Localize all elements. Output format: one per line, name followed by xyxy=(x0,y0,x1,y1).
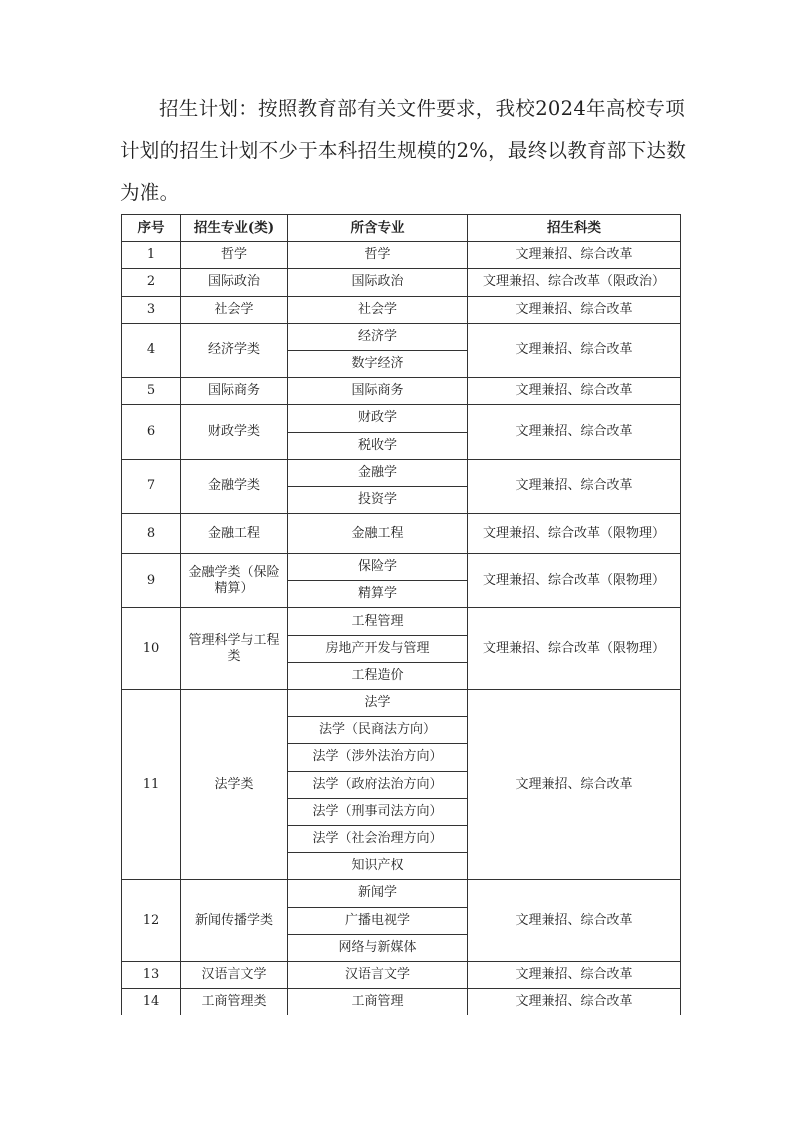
subject-cell: 文理兼招、综合改革（限物理） xyxy=(468,608,681,690)
admission-plan-table xyxy=(121,214,681,1015)
major-cell: 国际商务 xyxy=(288,378,468,405)
table-row xyxy=(122,690,681,717)
row-number: 8 xyxy=(122,514,181,554)
category-cell: 新闻传播学类 xyxy=(181,880,288,962)
subject-cell: 文理兼招、综合改革 xyxy=(468,961,681,988)
major-cell: 国际政治 xyxy=(288,269,468,296)
table-row xyxy=(122,880,681,907)
row-number: 3 xyxy=(122,296,181,323)
table-row xyxy=(122,296,681,323)
subject-cell: 文理兼招、综合改革（限物理） xyxy=(468,554,681,608)
subject-cell: 文理兼招、综合改革 xyxy=(468,296,681,323)
table-row xyxy=(122,242,681,269)
subject-cell: 文理兼招、综合改革 xyxy=(468,989,681,1016)
major-cell: 保险学 xyxy=(288,554,468,581)
subject-cell: 文理兼招、综合改革 xyxy=(468,880,681,962)
row-number: 14 xyxy=(122,989,181,1016)
row-number: 12 xyxy=(122,880,181,962)
intro-paragraph xyxy=(120,88,688,214)
category-cell: 国际商务 xyxy=(181,378,288,405)
major-cell: 财政学 xyxy=(288,405,468,432)
major-cell: 法学（社会治理方向） xyxy=(288,825,468,852)
row-number: 7 xyxy=(122,459,181,513)
major-cell: 法学（涉外法治方向） xyxy=(288,744,468,771)
major-cell: 知识产权 xyxy=(288,853,468,880)
intro-text: 招生计划：按照教育部有关文件要求，我校2024年高校专项计划的招生计划不少于本科招生规模的2%，最终以教育部下达数为准。 xyxy=(120,97,687,204)
table-row xyxy=(122,961,681,988)
subject-cell: 文理兼招、综合改革（限物理） xyxy=(468,514,681,554)
category-cell: 金融学类 xyxy=(181,459,288,513)
subject-cell: 文理兼招、综合改革 xyxy=(468,459,681,513)
row-number: 4 xyxy=(122,323,181,377)
table-row xyxy=(122,608,681,635)
header-majors: 所含专业 xyxy=(288,215,468,242)
subject-cell: 文理兼招、综合改革 xyxy=(468,690,681,880)
subject-cell: 文理兼招、综合改革 xyxy=(468,323,681,377)
category-cell: 财政学类 xyxy=(181,405,288,459)
row-number: 10 xyxy=(122,608,181,690)
major-cell: 汉语言文学 xyxy=(288,961,468,988)
major-cell: 法学 xyxy=(288,690,468,717)
row-number: 6 xyxy=(122,405,181,459)
category-cell: 金融工程 xyxy=(181,514,288,554)
category-cell: 社会学 xyxy=(181,296,288,323)
header-subject: 招生科类 xyxy=(468,215,681,242)
major-cell: 工商管理 xyxy=(288,989,468,1016)
category-cell: 工商管理类 xyxy=(181,989,288,1016)
major-cell: 金融学 xyxy=(288,459,468,486)
table-row xyxy=(122,554,681,581)
major-cell: 法学（刑事司法方向） xyxy=(288,798,468,825)
category-cell: 哲学 xyxy=(181,242,288,269)
major-cell: 房地产开发与管理 xyxy=(288,635,468,662)
subject-cell: 文理兼招、综合改革 xyxy=(468,242,681,269)
category-cell: 管理科学与工程类 xyxy=(181,608,288,690)
table-row xyxy=(122,269,681,296)
row-number: 11 xyxy=(122,690,181,880)
table-header-row xyxy=(122,215,681,242)
table-row xyxy=(122,459,681,486)
major-cell: 新闻学 xyxy=(288,880,468,907)
table-body xyxy=(122,242,681,1016)
major-cell: 投资学 xyxy=(288,486,468,513)
category-cell: 汉语言文学 xyxy=(181,961,288,988)
major-cell: 网络与新媒体 xyxy=(288,934,468,961)
category-cell: 法学类 xyxy=(181,690,288,880)
major-cell: 哲学 xyxy=(288,242,468,269)
major-cell: 工程造价 xyxy=(288,662,468,689)
major-cell: 金融工程 xyxy=(288,514,468,554)
major-cell: 数字经济 xyxy=(288,350,468,377)
major-cell: 社会学 xyxy=(288,296,468,323)
row-number: 5 xyxy=(122,378,181,405)
table-row xyxy=(122,323,681,350)
subject-cell: 文理兼招、综合改革 xyxy=(468,405,681,459)
major-cell: 税收学 xyxy=(288,432,468,459)
row-number: 13 xyxy=(122,961,181,988)
header-category: 招生专业(类) xyxy=(181,215,288,242)
major-cell: 工程管理 xyxy=(288,608,468,635)
major-cell: 精算学 xyxy=(288,581,468,608)
major-cell: 法学（政府法治方向） xyxy=(288,771,468,798)
category-cell: 金融学类（保险精算） xyxy=(181,554,288,608)
category-cell: 经济学类 xyxy=(181,323,288,377)
major-cell: 法学（民商法方向） xyxy=(288,717,468,744)
table-row xyxy=(122,378,681,405)
table-row xyxy=(122,989,681,1016)
subject-cell: 文理兼招、综合改革 xyxy=(468,378,681,405)
subject-cell: 文理兼招、综合改革（限政治） xyxy=(468,269,681,296)
major-cell: 广播电视学 xyxy=(288,907,468,934)
major-cell: 经济学 xyxy=(288,323,468,350)
header-no: 序号 xyxy=(122,215,181,242)
row-number: 1 xyxy=(122,242,181,269)
row-number: 2 xyxy=(122,269,181,296)
table-row xyxy=(122,405,681,432)
row-number: 9 xyxy=(122,554,181,608)
category-cell: 国际政治 xyxy=(181,269,288,296)
table-row xyxy=(122,514,681,554)
